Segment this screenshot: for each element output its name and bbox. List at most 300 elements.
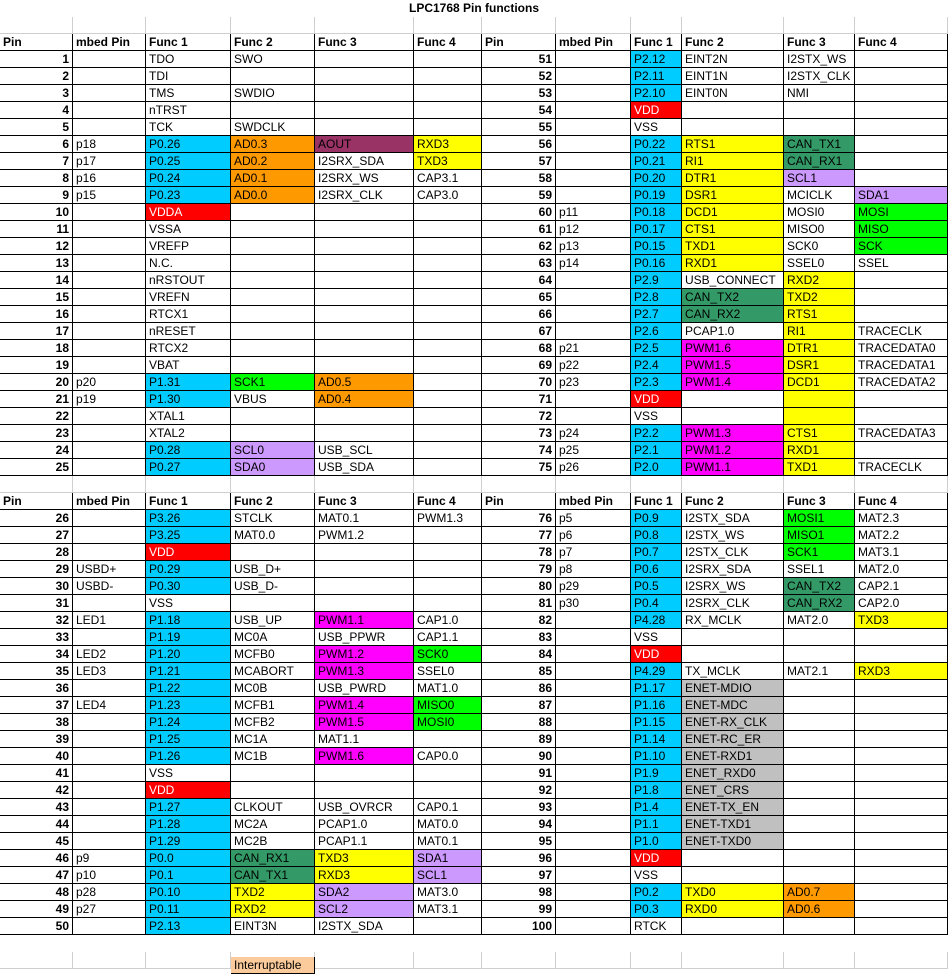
cell-func3: SSEL1 [784,561,855,578]
cell-func1: P2.13 [146,918,231,935]
cell-func2: I2SRX_CLK [682,595,784,612]
cell-func3 [315,425,414,442]
cell-func1: P0.26 [146,136,231,153]
cell-func3: AOUT [315,136,414,153]
cell-func2: RX_MCLK [682,612,784,629]
cell-mbed-pin [556,187,631,204]
cell-func1: XTAL2 [146,425,231,442]
cell-mbed-pin: p25 [556,442,631,459]
cell-func1: P0.18 [631,204,682,221]
cell-func1: P1.26 [146,748,231,765]
cell-func2: AD0.2 [231,153,315,170]
cell-func3: MISO1 [784,527,855,544]
cell-func3: TXD1 [784,459,855,476]
cell-func3 [315,561,414,578]
cell-mbed-pin [556,918,631,935]
cell-func2 [682,867,784,884]
cell-func3 [784,714,855,731]
cell-func1: P1.4 [631,799,682,816]
cell-func4: CAP0.1 [414,799,482,816]
cell-func2 [682,850,784,867]
cell-func4: MAT0.1 [414,833,482,850]
cell-func4 [855,119,948,136]
cell-func2 [231,204,315,221]
cell-func2: MC2A [231,816,315,833]
cell-func1: P0.9 [631,510,682,527]
cell-func1: P2.10 [631,85,682,102]
cell-func3 [784,833,855,850]
pin-number: 33 [0,629,73,646]
pin-number: 44 [0,816,73,833]
cell-func2: CAN_RX2 [682,306,784,323]
cell-mbed-pin [73,340,146,357]
cell-mbed-pin [73,306,146,323]
pin-number: 48 [0,884,73,901]
pin-number: 13 [0,255,73,272]
grid-cell [482,476,556,493]
cell-func3 [315,238,414,255]
pin-number: 50 [0,918,73,935]
cell-mbed-pin: p23 [556,374,631,391]
cell-func2 [231,544,315,561]
cell-func4: MOSI [855,204,948,221]
cell-func2: PWM1.4 [682,374,784,391]
cell-func4 [414,306,482,323]
cell-func1: VDD [146,782,231,799]
cell-func2: ENET-RX_CLK [682,714,784,731]
cell-mbed-pin: p10 [73,867,146,884]
cell-func1: P1.21 [146,663,231,680]
cell-func3 [315,289,414,306]
cell-func2 [231,255,315,272]
cell-mbed-pin [73,782,146,799]
cell-func1: P1.31 [146,374,231,391]
cell-func2: SCK1 [231,374,315,391]
header-func1: Func 1 [146,493,231,510]
cell-func2 [231,357,315,374]
cell-func1: P1.17 [631,680,682,697]
cell-func3 [784,765,855,782]
cell-func2: AD0.3 [231,136,315,153]
cell-func1: P0.7 [631,544,682,561]
cell-mbed-pin [73,510,146,527]
pin-number: 27 [0,527,73,544]
cell-func3: USB_PPWR [315,629,414,646]
cell-func3 [784,680,855,697]
pin-number: 41 [0,765,73,782]
cell-func3: PWM1.1 [315,612,414,629]
cell-func2 [231,782,315,799]
cell-func3: PCAP1.1 [315,833,414,850]
cell-mbed-pin [73,272,146,289]
pin-number: 88 [482,714,556,731]
header-func3: Func 3 [784,493,855,510]
cell-func4 [855,85,948,102]
cell-func1: P1.0 [631,833,682,850]
cell-func1: P1.24 [146,714,231,731]
pin-number: 34 [0,646,73,663]
cell-func2: EINT0N [682,85,784,102]
cell-func4: CAP1.0 [414,612,482,629]
cell-func3 [784,731,855,748]
cell-func2: PWM1.1 [682,459,784,476]
pin-number: 86 [482,680,556,697]
cell-mbed-pin [556,629,631,646]
header-func4: Func 4 [414,493,482,510]
pin-number: 57 [482,153,556,170]
cell-func3 [784,748,855,765]
pin-number: 52 [482,68,556,85]
cell-mbed-pin [556,714,631,731]
cell-func4: SSEL [855,255,948,272]
pin-number: 45 [0,833,73,850]
pin-number: 67 [482,323,556,340]
cell-func4: CAP3.0 [414,187,482,204]
pin-number: 84 [482,646,556,663]
cell-func1: P1.15 [631,714,682,731]
cell-func4 [855,408,948,425]
cell-func4 [855,153,948,170]
cell-func4 [414,51,482,68]
cell-func3 [784,918,855,935]
cell-func3: RI1 [784,323,855,340]
cell-func2: RXD1 [682,255,784,272]
cell-func2: PWM1.6 [682,340,784,357]
pin-number: 66 [482,306,556,323]
pin-number: 42 [0,782,73,799]
cell-mbed-pin: p19 [73,391,146,408]
cell-mbed-pin: LED2 [73,646,146,663]
cell-func1: P0.30 [146,578,231,595]
pin-number: 73 [482,425,556,442]
cell-mbed-pin: p30 [556,595,631,612]
cell-func2 [231,340,315,357]
cell-func1: TMS [146,85,231,102]
cell-func4: MAT3.1 [414,901,482,918]
cell-func2: STCLK [231,510,315,527]
grid-cell [73,476,146,493]
cell-func2 [682,119,784,136]
cell-func2: USB_D+ [231,561,315,578]
cell-func1: VDD [146,544,231,561]
cell-func3: RXD1 [784,442,855,459]
cell-func4 [855,680,948,697]
cell-func3: AD0.4 [315,391,414,408]
cell-func4: MAT2.2 [855,527,948,544]
header-func3: Func 3 [315,34,414,51]
pin-number: 68 [482,340,556,357]
cell-mbed-pin [73,119,146,136]
cell-func4 [414,442,482,459]
cell-func1: P1.29 [146,833,231,850]
pin-number: 96 [482,850,556,867]
grid-cell [146,952,231,969]
cell-func2: I2STX_CLK [682,544,784,561]
cell-func2 [682,918,784,935]
cell-func4 [414,578,482,595]
cell-mbed-pin [73,748,146,765]
cell-func4 [414,527,482,544]
cell-func1: P4.29 [631,663,682,680]
cell-mbed-pin: p20 [73,374,146,391]
grid-cell [784,476,855,493]
cell-func3: SCL2 [315,901,414,918]
cell-func2: TXD1 [682,238,784,255]
cell-func3: AD0.6 [784,901,855,918]
pin-number: 72 [482,408,556,425]
cell-func1: TDO [146,51,231,68]
sheet-title: LPC1768 Pin functions [408,1,540,15]
pin-number: 35 [0,663,73,680]
cell-func3 [784,799,855,816]
pin-number: 40 [0,748,73,765]
cell-func4 [855,782,948,799]
grid-cell [0,476,73,493]
cell-func2: USB_D- [231,578,315,595]
cell-mbed-pin [556,748,631,765]
cell-func1: nRSTOUT [146,272,231,289]
cell-func3: TXD3 [315,850,414,867]
cell-func2: CAN_RX1 [231,850,315,867]
cell-func1: VDD [631,391,682,408]
cell-func2: SDA0 [231,459,315,476]
cell-mbed-pin: p18 [73,136,146,153]
cell-func3: CAN_RX1 [784,153,855,170]
cell-func4 [855,884,948,901]
grid-cell [682,17,784,34]
grid-cell [73,952,146,969]
pin-number: 46 [0,850,73,867]
cell-func3 [315,272,414,289]
pin-number: 26 [0,510,73,527]
cell-mbed-pin [73,918,146,935]
cell-func3 [315,595,414,612]
cell-func1: VREFP [146,238,231,255]
cell-func2: CAN_TX2 [682,289,784,306]
cell-func1: P2.12 [631,51,682,68]
cell-func4 [855,272,948,289]
cell-func1: P2.4 [631,357,682,374]
cell-mbed-pin [73,459,146,476]
cell-mbed-pin [73,425,146,442]
cell-mbed-pin [556,646,631,663]
cell-func2: USB_CONNECT [682,272,784,289]
cell-func4: CAP0.0 [414,748,482,765]
cell-func2: ENET-MDIO [682,680,784,697]
cell-mbed-pin: p14 [556,255,631,272]
cell-mbed-pin [73,765,146,782]
cell-func2: ENET-TXD0 [682,833,784,850]
cell-func3: PCAP1.0 [315,816,414,833]
pin-number: 1 [0,51,73,68]
cell-func1: P0.22 [631,136,682,153]
cell-mbed-pin [73,714,146,731]
pin-number: 63 [482,255,556,272]
cell-func1: P1.19 [146,629,231,646]
pin-number: 37 [0,697,73,714]
cell-func2: RTS1 [682,136,784,153]
cell-mbed-pin [556,850,631,867]
cell-func4: CAP2.0 [855,595,948,612]
cell-func2 [231,425,315,442]
cell-func4 [855,731,948,748]
cell-func4 [855,748,948,765]
cell-func1: N.C. [146,255,231,272]
cell-func1: P1.30 [146,391,231,408]
cell-mbed-pin [73,221,146,238]
pin-number: 24 [0,442,73,459]
pin-number: 2 [0,68,73,85]
pin-number: 75 [482,459,556,476]
cell-func3: I2SRX_SDA [315,153,414,170]
cell-func4: CAP3.1 [414,170,482,187]
cell-mbed-pin: p11 [556,204,631,221]
cell-func3: AD0.7 [784,884,855,901]
pin-number: 9 [0,187,73,204]
cell-func2: ENET-MDC [682,697,784,714]
cell-func2: CTS1 [682,221,784,238]
cell-mbed-pin: p13 [556,238,631,255]
pin-number: 76 [482,510,556,527]
cell-func1: P0.25 [146,153,231,170]
header-mbed-pin: mbed Pin [556,34,631,51]
cell-func4 [855,833,948,850]
pin-number: 21 [0,391,73,408]
pin-number: 4 [0,102,73,119]
cell-func3 [315,357,414,374]
pin-number: 29 [0,561,73,578]
cell-func1: P2.7 [631,306,682,323]
cell-func1: P0.28 [146,442,231,459]
cell-func1: P2.3 [631,374,682,391]
cell-func3 [315,323,414,340]
cell-func3: I2STX_SDA [315,918,414,935]
cell-func1: P0.29 [146,561,231,578]
cell-func1: P0.20 [631,170,682,187]
pin-number: 53 [482,85,556,102]
cell-mbed-pin [556,901,631,918]
cell-func1: P0.21 [631,153,682,170]
cell-func2 [682,102,784,119]
cell-func3: USB_PWRD [315,680,414,697]
cell-func2: SCL0 [231,442,315,459]
cell-func4 [414,918,482,935]
pin-number: 100 [482,918,556,935]
cell-func4: SCK [855,238,948,255]
cell-func1: P0.24 [146,170,231,187]
grid-cell [784,952,855,969]
cell-mbed-pin: p9 [73,850,146,867]
cell-mbed-pin [556,884,631,901]
grid-cell [315,952,414,969]
pin-number: 70 [482,374,556,391]
cell-func2: DSR1 [682,187,784,204]
cell-func1: P3.25 [146,527,231,544]
cell-func3 [315,340,414,357]
pin-number: 79 [482,561,556,578]
cell-mbed-pin [73,816,146,833]
cell-func4: MAT2.0 [855,561,948,578]
cell-func2: DCD1 [682,204,784,221]
cell-func4 [414,391,482,408]
cell-func4: SDA1 [414,850,482,867]
cell-func1: VSS [146,765,231,782]
pin-number: 5 [0,119,73,136]
cell-func2: MC1A [231,731,315,748]
cell-func1: RTCX1 [146,306,231,323]
cell-func4 [414,323,482,340]
cell-func4 [414,765,482,782]
cell-func3: MISO0 [784,221,855,238]
cell-func2: ENET-TX_EN [682,799,784,816]
cell-func2 [231,595,315,612]
cell-func4 [414,221,482,238]
cell-func3 [315,408,414,425]
cell-func1: P0.0 [146,850,231,867]
header-func3: Func 3 [784,34,855,51]
pin-number: 59 [482,187,556,204]
cell-mbed-pin [73,731,146,748]
cell-func4 [855,102,948,119]
grid-cell [0,952,73,969]
pin-number: 17 [0,323,73,340]
cell-func1: P2.5 [631,340,682,357]
cell-mbed-pin [73,595,146,612]
cell-func4 [414,68,482,85]
cell-func1: P2.8 [631,289,682,306]
cell-func3: PWM1.2 [315,527,414,544]
cell-func4: MISO [855,221,948,238]
pin-number: 55 [482,119,556,136]
cell-func1: P1.18 [146,612,231,629]
cell-func2: TXD0 [682,884,784,901]
pin-number: 69 [482,357,556,374]
cell-func4: SSEL0 [414,663,482,680]
pin-number: 94 [482,816,556,833]
cell-func2 [682,391,784,408]
cell-func4: PWM1.3 [414,510,482,527]
pin-number: 23 [0,425,73,442]
cell-func4: MAT1.0 [414,680,482,697]
cell-func2: CAN_TX1 [231,867,315,884]
cell-func3 [784,782,855,799]
cell-func3: MCICLK [784,187,855,204]
grid-cell [0,17,73,34]
cell-func4: CAP1.1 [414,629,482,646]
cell-func3 [315,204,414,221]
cell-func4 [855,765,948,782]
cell-func4 [414,595,482,612]
cell-func2: SWDCLK [231,119,315,136]
cell-mbed-pin [73,51,146,68]
cell-func2: ENET-TXD1 [682,816,784,833]
header-func4: Func 4 [855,34,948,51]
header-mbed-pin: mbed Pin [73,34,146,51]
cell-func4: SCK0 [414,646,482,663]
cell-func2: MCABORT [231,663,315,680]
grid-cell [414,476,482,493]
cell-func4: MOSI0 [414,714,482,731]
cell-func3 [784,816,855,833]
cell-func3: PWM1.6 [315,748,414,765]
cell-func1: P2.0 [631,459,682,476]
pin-number: 71 [482,391,556,408]
grid-cell [414,952,482,969]
cell-func1: nRESET [146,323,231,340]
cell-mbed-pin [556,663,631,680]
cell-mbed-pin [73,527,146,544]
pin-number: 62 [482,238,556,255]
